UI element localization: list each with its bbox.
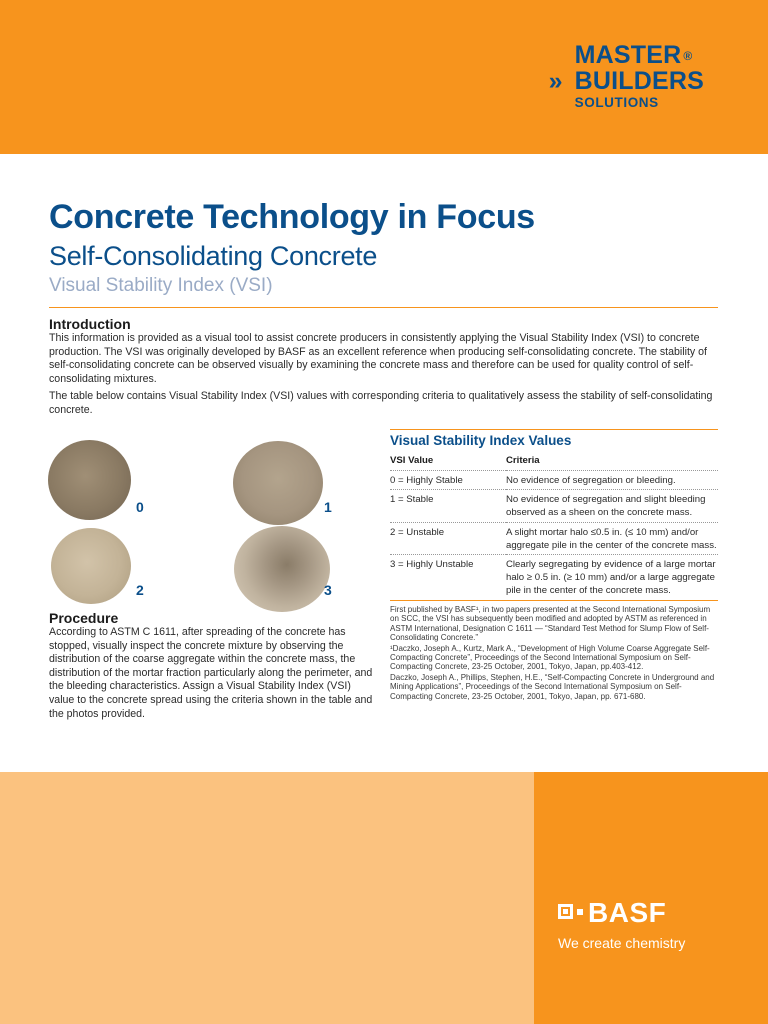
concrete-spread-photo-1: [233, 441, 323, 525]
column-header-criteria: Criteria: [506, 453, 718, 471]
logo-line-master: MASTER: [574, 41, 682, 69]
criteria-cell: No evidence of segregation or bleeding.: [506, 471, 718, 490]
photo-label-1: 1: [324, 499, 332, 515]
table-header-row: [390, 453, 718, 471]
concrete-spread-photo-3: [234, 526, 330, 612]
vsi-table-title: Visual Stability Index Values: [390, 433, 572, 448]
introduction-paragraph-1: This information is provided as a visual tool to assist concrete producers in consistently applying the Visual Stability Index (VSI) to concrete production. The VSI was originally developed by BASF as an excellent reference when producing self-consolidating concrete. The stability of self-consolidating concrete can be observed visually by examining the concrete mass and therefore can be used for quality control of self-consolidating mixtures.: [49, 332, 707, 385]
page-subtitle-vsi: Visual Stability Index (VSI): [49, 275, 273, 296]
master-builders-logo: [549, 42, 704, 110]
references: [390, 605, 720, 702]
basf-wordmark: BASF: [588, 897, 667, 928]
vsi-value-cell: 1 = Stable: [390, 490, 506, 522]
table-row: [390, 555, 718, 601]
vsi-value-cell: 0 = Highly Stable: [390, 471, 506, 490]
basf-tagline: We create chemistry: [558, 935, 686, 951]
reference-citation-1: ¹Daczko, Joseph A., Kurtz, Mark A., “Development of High Volume Coarse Aggregate Self-Compacting Concrete”, Proceedings of the Second International Symposium on Self-Compacting Concrete, 23-25 October, 2001, Tokyo, Japan, pp.403-412.: [390, 643, 710, 672]
criteria-cell: Clearly segregating by evidence of a large mortar halo ≥ 0.5 in. (≥ 10 mm) and/or a large aggregate pile in the center of the concrete mass.: [506, 555, 718, 601]
column-header-vsi-value: VSI Value: [390, 453, 506, 471]
concrete-spread-photo-2: [51, 528, 131, 604]
procedure-heading: Procedure: [49, 610, 119, 626]
concrete-spread-photo-0: [48, 440, 131, 520]
introduction-paragraph-2: The table below contains Visual Stability Index (VSI) values with corresponding criteria to qualitatively assess the stability of self-consolidating concrete.: [49, 390, 713, 416]
reference-note: First published by BASF¹, in two papers presented at the Second International Symposium on SCC, the VSI has subsequently been modified and adopted by ASTM as referenced in ASTM International, Designation C 1611 — “Standard Test Method for Slump Flow of Self-Consolidating Concrete.”: [390, 605, 711, 643]
logo-line-builders: BUILDERS: [574, 67, 704, 95]
divider: [390, 429, 718, 430]
table-row: [390, 522, 718, 554]
criteria-cell: No evidence of segregation and slight bleeding observed as a sheen on the concrete mass.: [506, 490, 718, 522]
page-title: Concrete Technology in Focus: [49, 198, 535, 236]
table-row: [390, 490, 718, 522]
criteria-cell: A slight mortar halo ≤0.5 in. (≤ 10 mm) and/or aggregate pile in the center of the concrete mass.: [506, 522, 718, 554]
logo-line-solutions: SOLUTIONS: [574, 95, 659, 110]
photo-label-0: 0: [136, 499, 144, 515]
basf-dot-icon: [577, 909, 583, 915]
chevron-icon: »: [548, 67, 560, 95]
vsi-value-cell: 2 = Unstable: [390, 522, 506, 554]
vsi-value-cell: 3 = Highly Unstable: [390, 555, 506, 601]
vsi-table-section: [390, 429, 718, 601]
divider: [49, 307, 718, 308]
photo-label-3: 3: [324, 582, 332, 598]
basf-logo: [558, 897, 666, 929]
page-subtitle: Self-Consolidating Concrete: [49, 241, 378, 271]
basf-square-icon: [558, 904, 573, 919]
reference-citation-2: Daczko, Joseph A., Phillips, Stephen, H.E., “Self-Compacting Concrete in Underground and Mining Applications”, Proceedings of the Second International Symposium on Self-Compacting Concrete, 23-25 October, 2001, Tokyo, Japan, pp. 671-680.: [390, 672, 715, 701]
registered-mark: ®: [683, 49, 693, 63]
table-row: [390, 471, 718, 490]
photo-label-2: 2: [136, 582, 144, 598]
vsi-table: [390, 453, 718, 601]
introduction-heading: Introduction: [49, 316, 131, 332]
procedure-text: According to ASTM C 1611, after spreading of the concrete has stopped, visually inspect the concrete mixture by observing the distribution of the coarse aggregate within the concrete mass, the distribution of the mortar fraction particularly along the perimeter, and the bleeding characteristics. Assign a Visual Stability Index (VSI) value to the concrete spread using the criteria shown in the table and the photos provided.: [49, 626, 373, 720]
